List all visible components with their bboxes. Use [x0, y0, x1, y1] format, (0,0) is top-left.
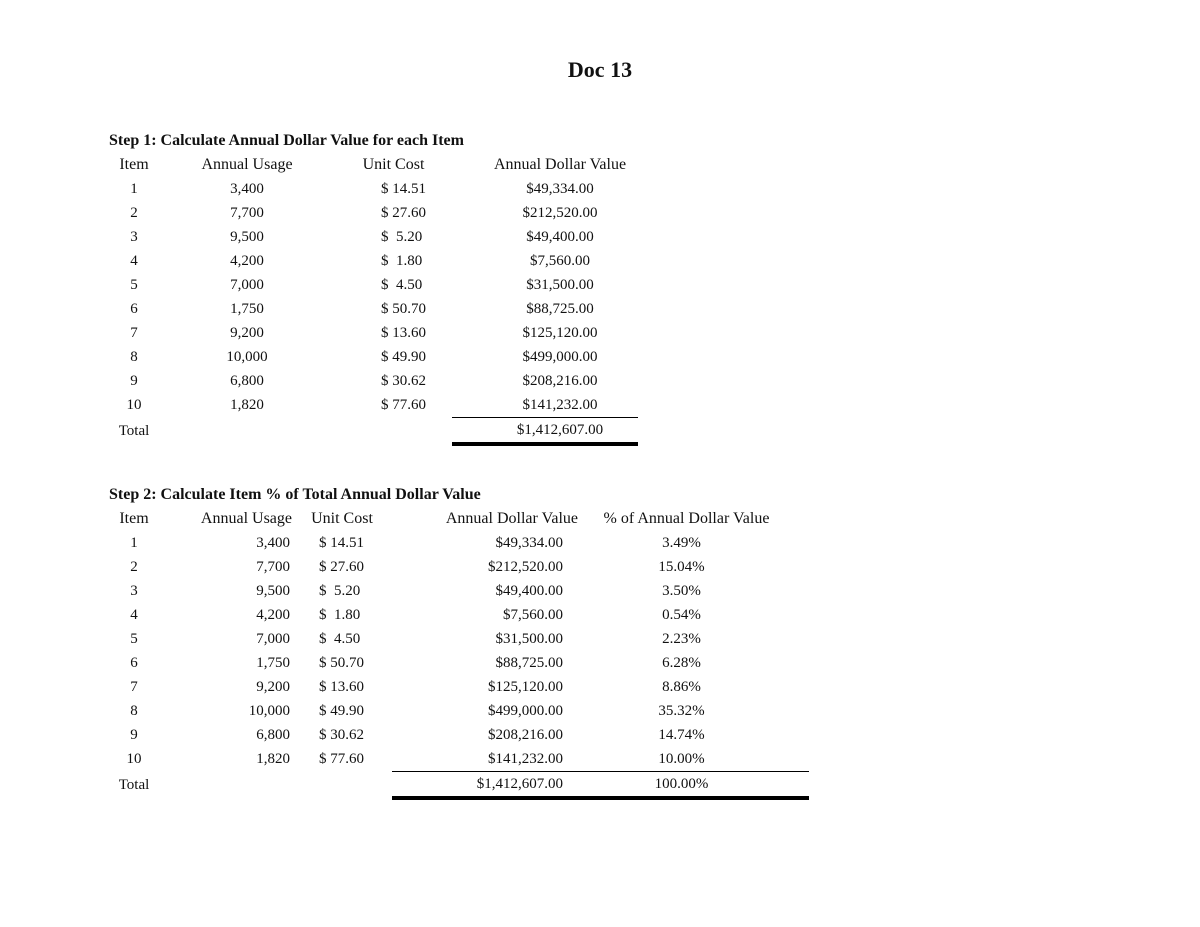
- annual-usage-cell: 1,750: [230, 301, 264, 317]
- item-cell: 2: [130, 559, 138, 575]
- unit-cost-value: $ 1.80: [319, 607, 361, 623]
- unit-cost-value: $ 1.80: [381, 253, 423, 269]
- table-row: [109, 651, 809, 675]
- item-cell: 5: [130, 277, 138, 293]
- annual-dollar-value-cell: $7,560.00: [503, 607, 563, 623]
- pct-annual-dollar-value-cell: 3.49%: [662, 535, 701, 551]
- annual-dollar-value-cell: $208,216.00: [522, 373, 598, 389]
- unit-cost-value: $ 4.50: [319, 631, 361, 647]
- table-row: [109, 225, 638, 249]
- annual-dollar-value-cell: $88,725.00: [526, 301, 594, 317]
- unit-cost-cell: [335, 297, 452, 321]
- step1-total-annual-dollar-value: $1,412,607.00: [452, 418, 638, 445]
- step2-table: [109, 507, 809, 800]
- unit-cost-cell: [335, 369, 452, 393]
- unit-cost-cell: [335, 393, 452, 418]
- step2-title: Step 2: Calculate Item % of Total Annual Dollar Value: [109, 486, 481, 503]
- annual-usage-cell: 3,400: [230, 181, 264, 197]
- table-row: [109, 201, 638, 225]
- step1-total-spacer: [159, 418, 335, 445]
- annual-dollar-value-cell: $31,500.00: [495, 631, 563, 647]
- annual-usage-cell: 1,820: [230, 397, 264, 414]
- step2-total-pct: 100.00%: [578, 772, 809, 799]
- unit-cost-value: $ 5.20: [381, 229, 423, 245]
- unit-cost-cell: [292, 579, 392, 603]
- unit-cost-value: $ 13.60: [381, 325, 426, 341]
- unit-cost-value: $ 4.50: [381, 277, 423, 293]
- item-cell: 9: [130, 373, 138, 389]
- table-row: [109, 699, 809, 723]
- unit-cost-cell: [292, 627, 392, 651]
- unit-cost-value: $ 50.70: [381, 301, 426, 317]
- pct-annual-dollar-value-cell: 8.86%: [662, 679, 701, 695]
- table-row: [109, 579, 809, 603]
- pct-annual-dollar-value-cell: 14.74%: [658, 727, 705, 743]
- step2-total-annual-dollar-value: $1,412,607.00: [392, 772, 578, 799]
- unit-cost-value: $ 27.60: [319, 559, 364, 575]
- annual-usage-cell: 7,700: [256, 559, 290, 575]
- annual-usage-cell: 10,000: [248, 703, 290, 719]
- annual-dollar-value-cell: $49,334.00: [495, 535, 563, 551]
- item-cell: 10: [126, 397, 142, 414]
- step2-header-pct-annual-dollar-value: % of Annual Dollar Value: [603, 510, 770, 527]
- table-row: [109, 675, 809, 699]
- annual-dollar-value-cell: $499,000.00: [522, 349, 598, 365]
- item-cell: 8: [130, 703, 138, 719]
- unit-cost-cell: [292, 531, 392, 555]
- table-row: [109, 273, 638, 297]
- annual-usage-cell: 10,000: [226, 349, 268, 365]
- table-row: [109, 627, 809, 651]
- step2-header-unit-cost: Unit Cost: [311, 510, 373, 527]
- unit-cost-cell: [292, 723, 392, 747]
- annual-dollar-value-cell: $212,520.00: [522, 205, 598, 221]
- item-cell: 3: [130, 229, 138, 245]
- pct-annual-dollar-value-cell: 35.32%: [658, 703, 705, 719]
- table-row: [109, 177, 638, 201]
- item-cell: 6: [130, 301, 138, 317]
- item-cell: 7: [130, 325, 138, 341]
- item-cell: 10: [126, 751, 142, 768]
- item-cell: 7: [130, 679, 138, 695]
- unit-cost-value: $ 77.60: [381, 397, 426, 414]
- annual-dollar-value-cell: $7,560.00: [530, 253, 590, 269]
- item-cell: 4: [130, 607, 138, 623]
- step2-total-row: [109, 772, 809, 799]
- table-row: [109, 603, 809, 627]
- table-row: [109, 297, 638, 321]
- annual-dollar-value-cell: $125,120.00: [488, 679, 563, 695]
- unit-cost-cell: [335, 345, 452, 369]
- table-row: [109, 345, 638, 369]
- step2-total-spacer: [292, 772, 392, 799]
- annual-dollar-value-cell: $88,725.00: [495, 655, 563, 671]
- unit-cost-cell: [292, 603, 392, 627]
- item-cell: 1: [130, 181, 138, 197]
- item-cell: 3: [130, 583, 138, 599]
- unit-cost-value: $ 27.60: [381, 205, 426, 221]
- annual-dollar-value-cell: $141,232.00: [452, 393, 638, 418]
- step1-header-annual-usage: Annual Usage: [201, 156, 293, 173]
- item-cell: 5: [130, 631, 138, 647]
- pct-annual-dollar-value-cell: 3.50%: [662, 583, 701, 599]
- table-row: [109, 747, 809, 772]
- unit-cost-value: $ 49.90: [319, 703, 364, 719]
- unit-cost-cell: [335, 273, 452, 297]
- annual-dollar-value-cell: $49,400.00: [526, 229, 594, 245]
- unit-cost-cell: [292, 555, 392, 579]
- table-row: [109, 555, 809, 579]
- annual-usage-cell: 9,500: [256, 583, 290, 599]
- item-cell: 4: [130, 253, 138, 269]
- annual-usage-cell: 9,200: [230, 325, 264, 341]
- annual-dollar-value-cell: $125,120.00: [522, 325, 598, 341]
- unit-cost-cell: [335, 321, 452, 345]
- step1-total-label: Total: [118, 422, 150, 439]
- unit-cost-cell: [335, 249, 452, 273]
- annual-usage-cell: 9,500: [230, 229, 264, 245]
- step2-total-label: Total: [118, 776, 150, 793]
- step1-total-spacer: [335, 418, 452, 445]
- document-title: Doc 13: [567, 57, 633, 82]
- annual-dollar-value-cell: $141,232.00: [392, 747, 578, 772]
- unit-cost-cell: [335, 201, 452, 225]
- annual-usage-cell: 1,750: [256, 655, 290, 671]
- step1-total-row: [109, 418, 638, 445]
- item-cell: 6: [130, 655, 138, 671]
- annual-dollar-value-cell: $31,500.00: [526, 277, 594, 293]
- step1-header-item: Item: [119, 156, 149, 173]
- unit-cost-value: $ 14.51: [319, 535, 364, 551]
- annual-dollar-value-cell: $499,000.00: [488, 703, 563, 719]
- unit-cost-value: $ 14.51: [381, 181, 426, 197]
- pct-annual-dollar-value-cell: 10.00%: [578, 747, 809, 772]
- step1-header-unit-cost: Unit Cost: [362, 156, 425, 173]
- step2-header-row: [109, 507, 809, 531]
- pct-annual-dollar-value-cell: 6.28%: [662, 655, 701, 671]
- table-row: [109, 393, 638, 418]
- annual-dollar-value-cell: $49,400.00: [495, 583, 563, 599]
- unit-cost-value: $ 5.20: [319, 583, 361, 599]
- unit-cost-cell: [335, 177, 452, 201]
- annual-usage-cell: 4,200: [256, 607, 290, 623]
- unit-cost-value: $ 13.60: [319, 679, 364, 695]
- step2-header-annual-dollar-value: Annual Dollar Value: [445, 510, 578, 527]
- unit-cost-cell: [335, 225, 452, 249]
- step2-header-item: Item: [119, 510, 149, 527]
- step1-header-row: [109, 153, 638, 177]
- table-row: [109, 531, 809, 555]
- pct-annual-dollar-value-cell: 0.54%: [662, 607, 701, 623]
- step1-header-annual-dollar-value: Annual Dollar Value: [493, 156, 627, 173]
- unit-cost-value: $ 30.62: [319, 727, 364, 743]
- annual-dollar-value-cell: $208,216.00: [488, 727, 563, 743]
- unit-cost-value: $ 49.90: [381, 349, 426, 365]
- table-row: [109, 369, 638, 393]
- item-cell: 8: [130, 349, 138, 365]
- table-row: [109, 321, 638, 345]
- annual-dollar-value-cell: $212,520.00: [488, 559, 563, 575]
- unit-cost-value: $ 30.62: [381, 373, 426, 389]
- unit-cost-cell: [292, 699, 392, 723]
- unit-cost-value: $ 50.70: [319, 655, 364, 671]
- annual-usage-cell: 6,800: [230, 373, 264, 389]
- annual-usage-cell: 7,000: [230, 277, 264, 293]
- item-cell: 2: [130, 205, 138, 221]
- unit-cost-cell: [292, 651, 392, 675]
- annual-usage-cell: 9,200: [256, 679, 290, 695]
- step2-total-spacer: [159, 772, 292, 799]
- step2-header-annual-usage: Annual Usage: [200, 510, 292, 527]
- step1-table: [109, 153, 638, 446]
- table-row: [109, 723, 809, 747]
- table-row: [109, 249, 638, 273]
- unit-cost-cell: [292, 747, 392, 772]
- pct-annual-dollar-value-cell: 15.04%: [658, 559, 705, 575]
- annual-usage-cell: 1,820: [256, 751, 290, 768]
- pct-annual-dollar-value-cell: 2.23%: [662, 631, 701, 647]
- unit-cost-value: $ 77.60: [319, 751, 364, 768]
- annual-usage-cell: 3,400: [256, 535, 290, 551]
- annual-usage-cell: 6,800: [256, 727, 290, 743]
- step1-title: Step 1: Calculate Annual Dollar Value for each Item: [109, 132, 464, 149]
- annual-usage-cell: 7,000: [256, 631, 290, 647]
- unit-cost-cell: [292, 675, 392, 699]
- item-cell: 9: [130, 727, 138, 743]
- item-cell: 1: [130, 535, 138, 551]
- annual-dollar-value-cell: $49,334.00: [526, 181, 594, 197]
- annual-usage-cell: 7,700: [230, 205, 264, 221]
- annual-usage-cell: 4,200: [230, 253, 264, 269]
